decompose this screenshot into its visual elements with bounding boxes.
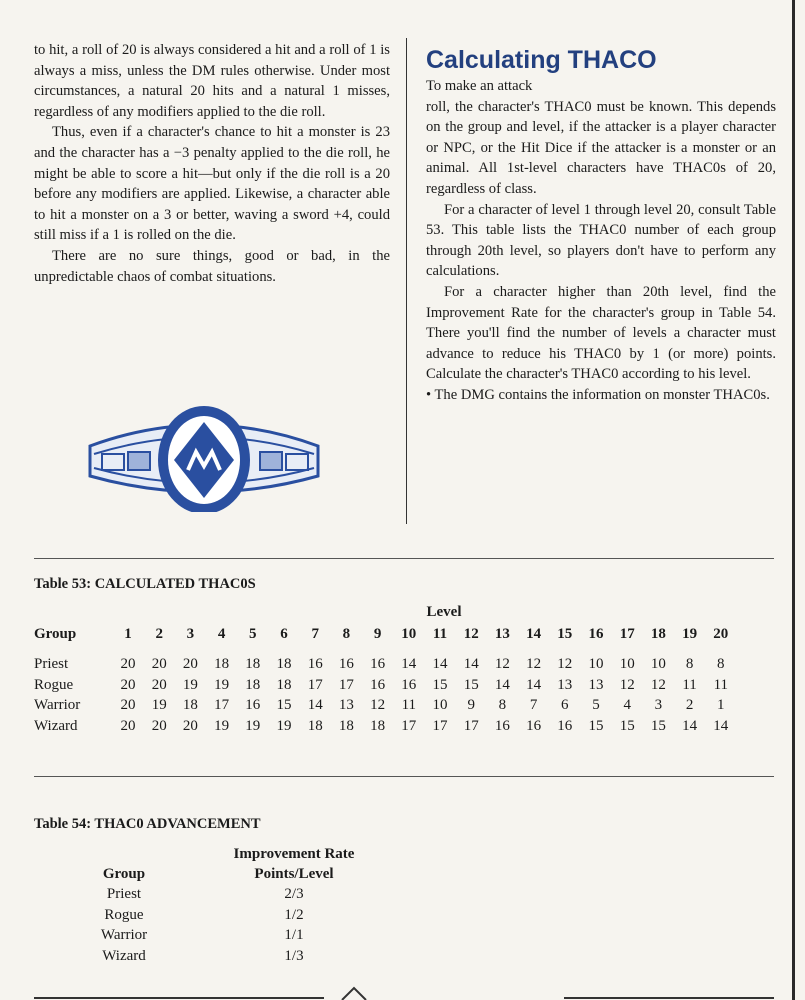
right-note: • The DMG contains the information on monster THAC0s. bbox=[426, 386, 770, 403]
table53-value-cell: 12 bbox=[370, 697, 386, 713]
table53-level-19: 19 bbox=[682, 626, 698, 642]
table53-value-cell: 1 bbox=[717, 697, 725, 713]
table53-value-cell: 17 bbox=[307, 676, 323, 693]
table53-level-1: 1 bbox=[124, 626, 132, 642]
table53-value-cell: 18 bbox=[338, 717, 354, 734]
left-paragraph-2: Thus, even if a character's chance to hit a monster is 23 and the character has a −3 penalty applied to the die roll, he might be able to score a hit—but only if the die roll is a 20 before any modifiers are applied. Likewise, a character able to hit a monster on a 3 or better, waving a sword +4, could still miss if a 1 is rolled on the die. bbox=[34, 124, 390, 244]
page-edge-rule bbox=[792, 0, 795, 1000]
table53-value-cell: 19 bbox=[245, 717, 261, 734]
table53-value-cell: 15 bbox=[619, 717, 635, 734]
table53-group-cell: Priest bbox=[34, 656, 69, 672]
table54-group-cell: Rogue bbox=[104, 906, 144, 923]
table53-value-cell: 18 bbox=[276, 676, 292, 693]
table53-value-cell: 19 bbox=[182, 676, 198, 693]
table53-value-cell: 8 bbox=[498, 697, 507, 713]
table53-value-cell: 17 bbox=[463, 717, 479, 734]
table53-level-6: 6 bbox=[280, 626, 288, 642]
table53-level-8: 8 bbox=[342, 626, 351, 642]
bottom-ornament bbox=[24, 984, 784, 1000]
table53-value-cell: 17 bbox=[338, 676, 354, 693]
table53-value-cell: 14 bbox=[682, 717, 698, 734]
left-paragraph-3: There are no sure things, good or bad, in the unpredictable chaos of combat situations. bbox=[34, 247, 390, 285]
table53-value-cell: 12 bbox=[557, 656, 573, 672]
table54-group-cell: Priest bbox=[106, 886, 142, 902]
table53-value-cell: 2 bbox=[685, 697, 694, 713]
table53-value-cell: 11 bbox=[682, 676, 697, 693]
table53-value-cell: 20 bbox=[151, 717, 167, 734]
table53-value-cell: 11 bbox=[713, 676, 729, 693]
table53-level-10: 10 bbox=[401, 626, 417, 642]
table53-value-cell: 8 bbox=[685, 656, 694, 672]
table53-group-cell: Rogue bbox=[34, 676, 74, 693]
table53-value-cell: 20 bbox=[182, 656, 198, 672]
table53-value-cell: 19 bbox=[214, 717, 230, 734]
table53-level-15: 15 bbox=[557, 626, 573, 642]
table53-level-2: 2 bbox=[155, 626, 163, 642]
table53-value-cell: 18 bbox=[182, 697, 198, 713]
table53-value-cell: 3 bbox=[654, 697, 663, 713]
table53-value-cell: 4 bbox=[623, 697, 631, 713]
table53-value-cell: 19 bbox=[151, 697, 167, 713]
table53-value-cell: 18 bbox=[214, 656, 230, 672]
table53-value-cell: 12 bbox=[494, 656, 510, 672]
table53-value-cell: 16 bbox=[526, 717, 542, 734]
table54-group-header: Group bbox=[102, 866, 146, 882]
table53-value-cell: 9 bbox=[467, 697, 475, 713]
table53-value-cell: 14 bbox=[463, 656, 479, 672]
table53-level-18: 18 bbox=[650, 626, 666, 642]
table53-value-cell: 12 bbox=[619, 676, 635, 693]
table53-value-cell: 14 bbox=[713, 717, 729, 734]
table53-value-cell: 6 bbox=[561, 697, 569, 713]
table53-value-cell: 16 bbox=[370, 656, 386, 672]
table53-value-cell: 20 bbox=[120, 676, 136, 693]
table53-group-cell: Warrior bbox=[34, 697, 81, 713]
table53-value-cell: 10 bbox=[432, 697, 448, 713]
table53-value-cell: 8 bbox=[717, 656, 725, 672]
table53-value-cell: 12 bbox=[650, 676, 666, 693]
table53-value-cell: 15 bbox=[432, 676, 448, 693]
table53-level-7: 7 bbox=[311, 626, 319, 642]
table53-value-cell: 19 bbox=[276, 717, 292, 734]
table53-value-cell: 10 bbox=[619, 656, 635, 672]
table53-value-cell: 10 bbox=[650, 656, 666, 672]
table54-rate-cell: 1/3 bbox=[284, 947, 304, 964]
table53-value-cell: 13 bbox=[338, 697, 354, 713]
table53-group-label: Group bbox=[34, 626, 77, 642]
table53-title: Table 53: CALCULATED THAC0S bbox=[34, 576, 256, 592]
table53-value-cell: 18 bbox=[276, 656, 292, 672]
table53-value-cell: 10 bbox=[588, 656, 604, 672]
right-paragraph-1: roll, the character's THAC0 must be known. This depends on the group and level, if the attacker is a player character or NPC, or the Hit Dice if the attacker is a monster or an animal. All 1st-level characters have THAC0s of 20, regardless of class. bbox=[426, 98, 776, 197]
table53-level-17: 17 bbox=[619, 626, 635, 642]
table53-value-cell: 18 bbox=[245, 676, 261, 693]
table53-group-cell: Wizard bbox=[34, 717, 78, 734]
table53-level-4: 4 bbox=[217, 626, 226, 642]
column-divider bbox=[406, 38, 407, 524]
table53-value-cell: 16 bbox=[370, 676, 386, 693]
table53-value-cell: 16 bbox=[307, 656, 323, 672]
table53-value-cell: 20 bbox=[120, 717, 136, 734]
table53-level-13: 13 bbox=[494, 626, 510, 642]
table53-level-9: 9 bbox=[373, 626, 382, 642]
table53-value-cell: 12 bbox=[526, 656, 542, 672]
table54-rule bbox=[34, 776, 774, 777]
table54-rate-cell: 2/3 bbox=[284, 886, 304, 902]
table53-value-cell: 20 bbox=[182, 717, 198, 734]
table53-value-cell: 20 bbox=[151, 656, 167, 672]
table53-level-11: 11 bbox=[432, 626, 448, 642]
left-column bbox=[34, 40, 390, 287]
table53-value-cell: 16 bbox=[338, 656, 354, 672]
ring-illustration bbox=[84, 402, 324, 512]
table53-value-cell: 16 bbox=[557, 717, 573, 734]
table53-value-cell: 17 bbox=[214, 697, 230, 713]
table54-group-cell: Wizard bbox=[102, 947, 146, 964]
table53-value-cell: 18 bbox=[245, 656, 261, 672]
table53-value-cell: 20 bbox=[120, 697, 136, 713]
table53-value-cell: 18 bbox=[370, 717, 386, 734]
table53-value-cell: 14 bbox=[307, 697, 323, 713]
table53-value-cell: 16 bbox=[401, 676, 417, 693]
right-paragraph-2: For a character of level 1 through level 20, consult Table 53. This table lists the THAC0 number of each group through 20th level, so players don't have to perform any calculations. bbox=[426, 201, 776, 280]
table53-level-label: Level bbox=[426, 604, 462, 620]
table53-value-cell: 11 bbox=[401, 697, 417, 713]
right-paragraph-3: For a character higher than 20th level, find the Improvement Rate for the character's group in Table 54. There you'll find the number of levels a character must advance to reduce his THAC0 by 1 (or more) points. Calculate the character's THAC0 according to his level. bbox=[426, 283, 776, 383]
table53-value-cell: 17 bbox=[432, 717, 448, 734]
table53-value-cell: 19 bbox=[214, 676, 230, 693]
table53-value-cell: 15 bbox=[276, 697, 292, 713]
table53-value-cell: 14 bbox=[432, 656, 448, 672]
table53-level-20: 20 bbox=[713, 626, 729, 642]
table53-level-16: 16 bbox=[588, 626, 604, 642]
table53-value-cell: 15 bbox=[650, 717, 666, 734]
table53-rule bbox=[34, 558, 774, 559]
table54-rate-cell: 1/1 bbox=[284, 927, 304, 943]
table53-value-cell: 17 bbox=[401, 717, 417, 734]
right-column bbox=[426, 44, 776, 406]
table54-group-cell: Warrior bbox=[100, 927, 148, 943]
table53-value-cell: 13 bbox=[588, 676, 604, 693]
table53-value-cell: 14 bbox=[526, 676, 542, 693]
table53-value-cell: 20 bbox=[151, 676, 167, 693]
table53-value-cell: 16 bbox=[245, 697, 261, 713]
table53-value-cell: 5 bbox=[592, 697, 600, 713]
table53-value-cell: 18 bbox=[307, 717, 323, 734]
table53-value-cell: 13 bbox=[557, 676, 573, 693]
right-intro-line: To make an attack bbox=[426, 78, 533, 94]
table53-level-5: 5 bbox=[249, 626, 257, 642]
table54-rate-cell: 1/2 bbox=[284, 906, 304, 923]
table53-value-cell: 14 bbox=[401, 656, 417, 672]
table53-value-cell: 20 bbox=[120, 656, 136, 672]
table53-value-cell: 15 bbox=[588, 717, 604, 734]
table53-value-cell: 14 bbox=[494, 676, 510, 693]
table53-value-cell: 15 bbox=[463, 676, 479, 693]
table54-title: Table 54: THAC0 ADVANCEMENT bbox=[34, 816, 261, 832]
table53-level-14: 14 bbox=[526, 626, 542, 642]
table54-rate-header-2: Points/Level bbox=[254, 866, 334, 882]
left-paragraph-1: to hit, a roll of 20 is always considered a hit and a roll of 1 is always a miss, unless the DM rules otherwise. Under most circumstances, a natural 20 hits and a natural 1 misses, regardless of any modifiers applied to the die roll. bbox=[34, 42, 390, 120]
table53-value-cell: 16 bbox=[494, 717, 510, 734]
table53-level-3: 3 bbox=[186, 626, 195, 642]
table53-level-12: 12 bbox=[463, 626, 479, 642]
table54-rate-header-1: Improvement Rate bbox=[233, 846, 355, 862]
section-heading: Calculating THACO bbox=[426, 46, 657, 74]
table53-value-cell: 7 bbox=[529, 697, 538, 713]
